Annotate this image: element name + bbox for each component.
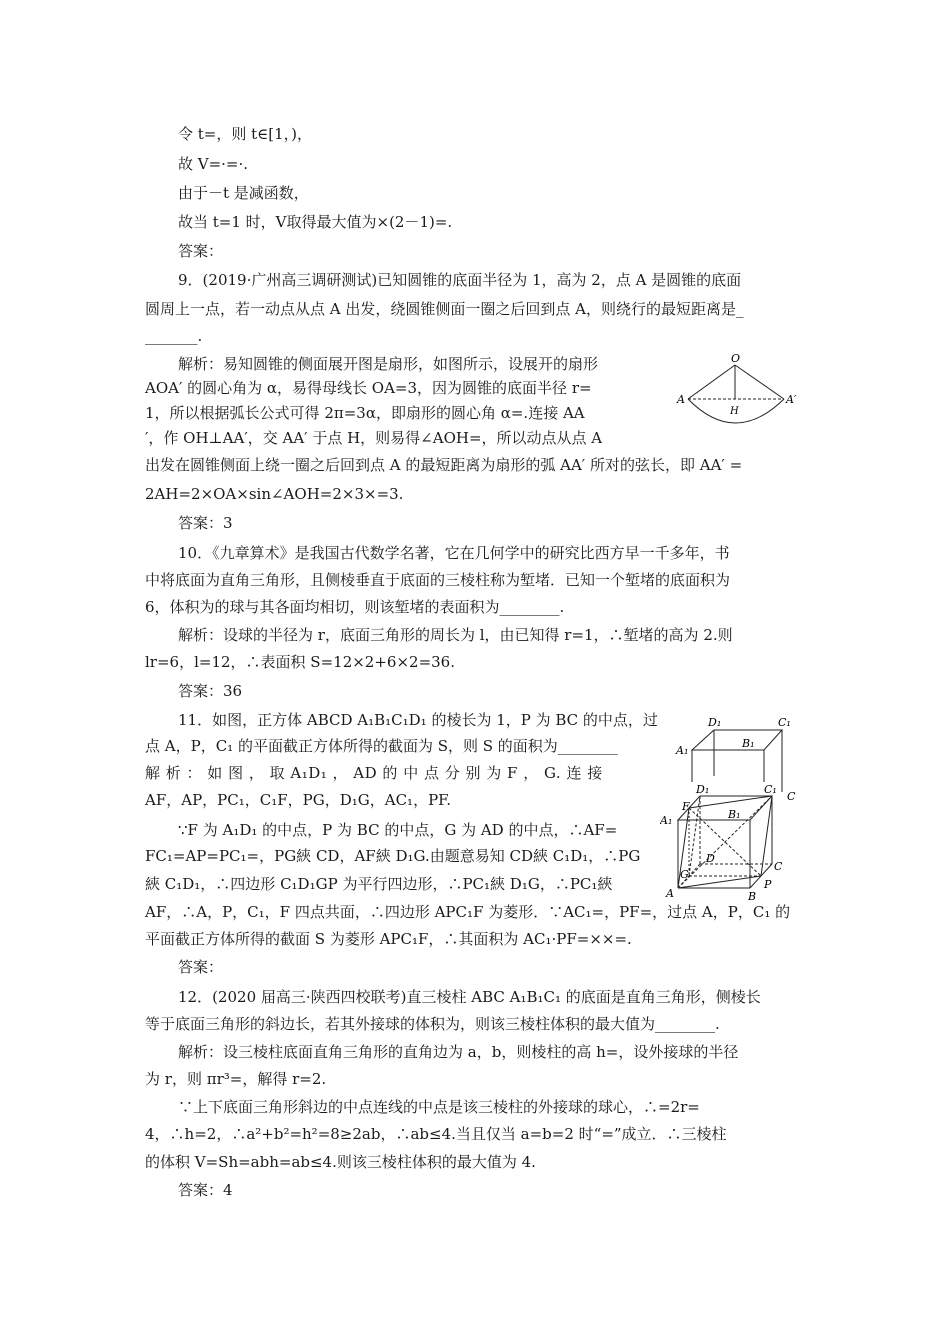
problem-10-text: 10．《九章算术》是我国古代数学名著，它在几何学中的研究比西方早一千多年，书: [178, 544, 730, 562]
label-A-prime: A′: [786, 393, 797, 406]
solution-11-text: 綊 C₁D₁，∴四边形 C₁D₁GP 为平行四边形，∴PC₁綊 D₁G，∴PC₁綊: [145, 875, 613, 893]
solution-11-text: ∵F 为 A₁D₁ 的中点，P 为 BC 的中点，G 为 AD 的中点，∴AF=: [178, 821, 618, 839]
solution-9-text: ′，作 OH⊥AA′，交 AA′ 于点 H，则易得∠AOH=，所以动点从点 A: [145, 429, 603, 447]
solution-12-text: 为 r，则 πr³=，解得 r=2.: [145, 1070, 327, 1088]
label-A: A: [677, 393, 685, 406]
label-C1: C₁: [764, 784, 777, 796]
answer-11: 答案：: [178, 958, 224, 976]
label-A: A: [666, 887, 674, 900]
problem-11-text: 点 A，P，C₁ 的平面截正方体所得的截面为 S，则 S 的面积为________: [145, 737, 618, 755]
solution-10-text: lr=6，l=12，∴表面积 S=12×2+6×2=36.: [145, 653, 455, 671]
label-C: C: [774, 860, 783, 873]
label-A1: A₁: [660, 814, 673, 827]
solution-11-text: AF，∴A，P，C₁，F 四点共面，∴四边形 APC₁F 为菱形．∵AC₁=，PF=，过点 A，P，C₁ 的: [145, 903, 791, 921]
label-P: P: [764, 878, 772, 891]
problem-12-text: 12．(2020 届高三·陕西四校联考)直三棱柱 ABC A₁B₁C₁ 的底面是直角三角形，侧棱长: [178, 988, 761, 1006]
solution-11-text: FC₁=AP=PC₁=，PG綊 CD，AF綊 D₁G.由题意易知 CD綊 C₁D₁，∴PG: [145, 847, 641, 865]
answer-10: 答案：36: [178, 682, 243, 700]
answer-9: 答案：3: [178, 514, 233, 532]
solution-11-text: 平面截正方体所得的截面 S 为菱形 APC₁F，∴其面积为 AC₁·PF=××=.: [145, 930, 632, 948]
solution-12-text: 解析：设三棱柱底面直角三角形的直角边为 a，b，则棱柱的高 h=，设外接球的半径: [178, 1043, 739, 1061]
solution-12-text: ∵上下底面三角形斜边的中点连线的中点是该三棱柱的外接球的球心，∴=2r=: [178, 1098, 700, 1116]
solution-9-text: 出发在圆锥侧面上绕一圈之后回到点 A 的最短距离为扇形的弧 AA′ 所对的弦长，即 AA′ =: [145, 456, 743, 474]
sector-diagram: [672, 352, 812, 424]
label-O: O: [731, 352, 741, 365]
solution-10-text: 解析：设球的半径为 r，底面三角形的周长为 l，由已知得 r=1，∴堑堵的高为 2.则: [178, 626, 733, 644]
cube-section-diagram: [660, 784, 810, 902]
label-G: G: [680, 868, 689, 881]
problem-9-text: 9．(2019·广州高三调研测试)已知圆锥的底面半径为 1，高为 2，点 A 是圆锥的底面: [178, 271, 742, 289]
label-H: H: [730, 406, 739, 417]
problem-11-text: 11．如图，正方体 ABCD A₁B₁C₁D₁ 的棱长为 1，P 为 BC 的中点，过: [178, 711, 658, 729]
solution-12-text: 的体积 V=Sh=abh=ab≤4.则该三棱柱体积的最大值为 4.: [145, 1153, 536, 1171]
solution-11-text: AF，AP，PC₁，C₁F，PG，D₁G，AC₁，PF.: [145, 791, 451, 809]
label-D1: D₁: [696, 784, 710, 796]
solution-11-text: 解 析 ： 如 图 ， 取 A₁D₁ ， AD 的 中 点 分 别 为 F ， G. 连 接: [145, 764, 603, 782]
problem-10-text: 6，体积为的球与其各面均相切，则该堑堵的表面积为________.: [145, 598, 565, 616]
solution-9-text: 2AH=2×OA×sin∠AOH=2×3×=3.: [145, 485, 404, 503]
answer-label: 答案：: [178, 242, 224, 260]
text-line: 由于－t 是减函数，: [178, 184, 309, 202]
label-B1: B₁: [728, 808, 741, 821]
label-B1: B₁: [742, 737, 755, 750]
text-line: 故 V=·=·.: [178, 155, 249, 173]
label-C: C: [787, 790, 796, 802]
problem-9-blank: _______.: [145, 327, 203, 345]
problem-12-text: 等于底面三角形的斜边长，若其外接球的体积为，则该三棱柱体积的最大值为________.: [145, 1015, 720, 1033]
solution-9-text: 解析：易知圆锥的侧面展开图是扇形，如图所示，设展开的扇形: [178, 355, 599, 373]
answer-12: 答案：4: [178, 1181, 233, 1199]
text-line: 令 t=，则 t∈[1，)，: [178, 125, 313, 143]
problem-9-text: 圆周上一点，若一动点从点 A 出发，绕圆锥侧面一圈之后回到点 A，则绕行的最短距离是_: [145, 300, 744, 318]
solution-9-text: 1，所以根据弧长公式可得 2π=3α，即扇形的圆心角 α=.连接 AA: [145, 404, 585, 422]
solution-12-text: 4，∴h=2，∴a²+b²=h²=8≥2ab，∴ab≤4.当且仅当 a=b=2 时“=”成立．∴三棱柱: [145, 1125, 727, 1143]
label-B: B: [748, 890, 757, 902]
label-D: D: [706, 852, 715, 865]
solution-9-text: AOA′ 的圆心角为 α，易得母线长 OA=3，因为圆锥的底面半径 r=: [145, 379, 592, 397]
problem-10-text: 中将底面为直角三角形，且侧棱垂直于底面的三棱柱称为堑堵．已知一个堑堵的底面积为: [145, 571, 731, 589]
label-D1: D₁: [708, 716, 722, 729]
label-F: F: [682, 800, 690, 813]
text-line: 故当 t=1 时，V取得最大值为×(2－1)=.: [178, 213, 453, 231]
label-C1: C₁: [778, 716, 791, 729]
label-A1: A₁: [676, 744, 689, 757]
